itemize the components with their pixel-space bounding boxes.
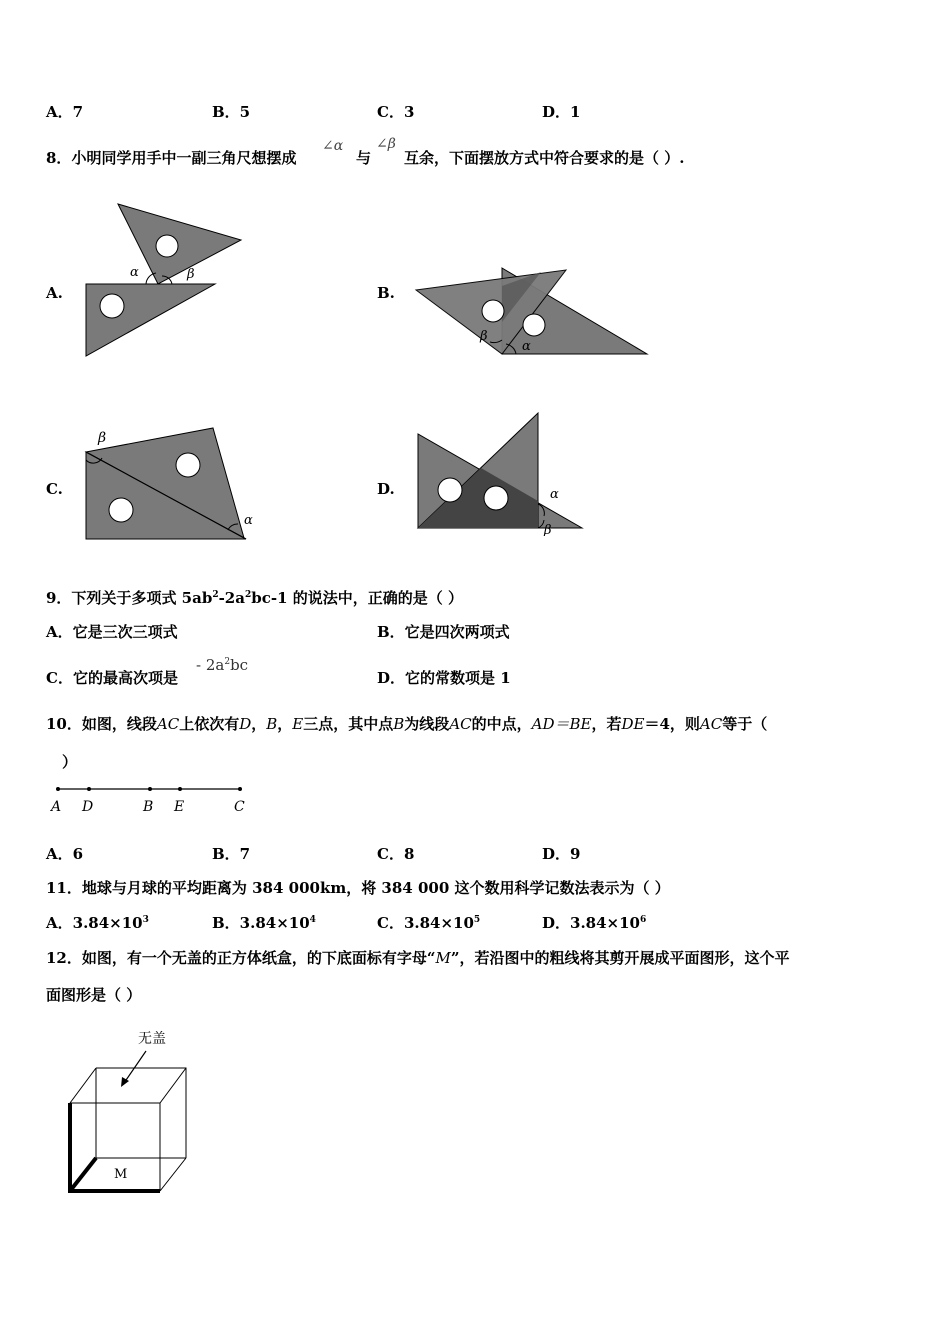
q8b-alpha: α xyxy=(522,339,531,354)
q10-option-c: C．8 xyxy=(377,845,415,863)
q7-option-d: D．1 xyxy=(542,103,581,121)
q12-cube-figure xyxy=(60,1025,200,1200)
q8a-beta: β xyxy=(187,267,195,282)
q9-option-b: B．它是四次两项式 xyxy=(377,623,510,641)
q8-angle-alpha: ∠α xyxy=(322,138,344,154)
q11-option-c: C．$3.84\times 10^5$ xyxy=(377,914,481,932)
q8-figure-d xyxy=(410,408,590,536)
q8-label-d: D. xyxy=(377,480,395,498)
q7-option-c: C．3 xyxy=(377,103,415,121)
q9-option-c: C．它的最高次项是 xyxy=(46,669,178,687)
q10-option-d: D．9 xyxy=(542,845,581,863)
q10-point-a: A xyxy=(51,799,62,815)
q11-option-d: D．$3.84\times 10^6$ xyxy=(542,914,647,932)
q8-label-a: A. xyxy=(46,284,63,302)
q8-label-c: C. xyxy=(46,480,63,498)
q9-stem: 9．下列关于多项式 $5ab^2-2a^2bc-1$ 的说法中，正确的是（ ） xyxy=(46,589,463,607)
q8b-beta: β xyxy=(480,329,488,344)
q8d-beta: β xyxy=(544,523,552,536)
q10-point-b: B xyxy=(143,799,154,815)
q8-stem-with: 与 xyxy=(356,149,372,167)
q7-option-a: A．7 xyxy=(46,103,84,121)
q12-bottom-letter: M xyxy=(114,1167,128,1182)
q8a-alpha: α xyxy=(130,265,139,280)
q9-option-c-math: - $2a^2bc$ xyxy=(196,656,249,674)
q10-option-a: A．6 xyxy=(46,845,84,863)
q10-segment-figure xyxy=(46,780,256,820)
q8c-alpha: α xyxy=(244,513,253,528)
q8-figure-a xyxy=(80,198,250,363)
q11-option-a: A．$3.84\times 10^3$ xyxy=(46,914,149,932)
q7-option-b: B．5 xyxy=(212,103,251,121)
q10-stem: 10．如图，线段AC上依次有D，B，E三点，其中点B为线段AC的中点，AD＝BE，若DE＝4，则AC等于（ xyxy=(46,715,768,733)
q9-option-a: A．它是三次三项式 xyxy=(46,623,178,641)
q8c-beta: β xyxy=(98,430,107,446)
q8d-alpha: α xyxy=(550,487,559,502)
q12-cube-label: 无盖 xyxy=(138,1031,166,1047)
q10-point-e: E xyxy=(174,799,185,815)
q10-point-c: C xyxy=(234,799,245,815)
q8-stem: 8．小明同学用手中一副三角尺想摆成 xyxy=(46,149,297,167)
q8-label-b: B. xyxy=(377,284,395,302)
q11-option-b: B．$3.84\times 10^4$ xyxy=(212,914,316,932)
q8-figure-c xyxy=(80,420,270,548)
q12-stem-line2: 面图形是（ ） xyxy=(46,986,142,1004)
q10-point-d: D xyxy=(82,799,94,815)
q10-stem-line2: ） xyxy=(62,753,78,771)
q11-stem: 11．地球与月球的平均距离为 384 000km，将 384 000 这个数用科学记数法表示为（ ） xyxy=(46,879,670,897)
q12-stem: 12．如图，有一个无盖的正方体纸盒，的下底面标有字母“M”，若沿图中的粗线将其剪开展成平面图形，这个平 xyxy=(46,949,790,967)
q9-option-d: D．它的常数项是 1 xyxy=(377,669,511,687)
q10-option-b: B．7 xyxy=(212,845,251,863)
q8-angle-beta: ∠β xyxy=(376,136,396,152)
q8-stem-end: 互余，下面摆放方式中符合要求的是（ ）. xyxy=(404,149,685,167)
q8-figure-b xyxy=(410,262,655,362)
